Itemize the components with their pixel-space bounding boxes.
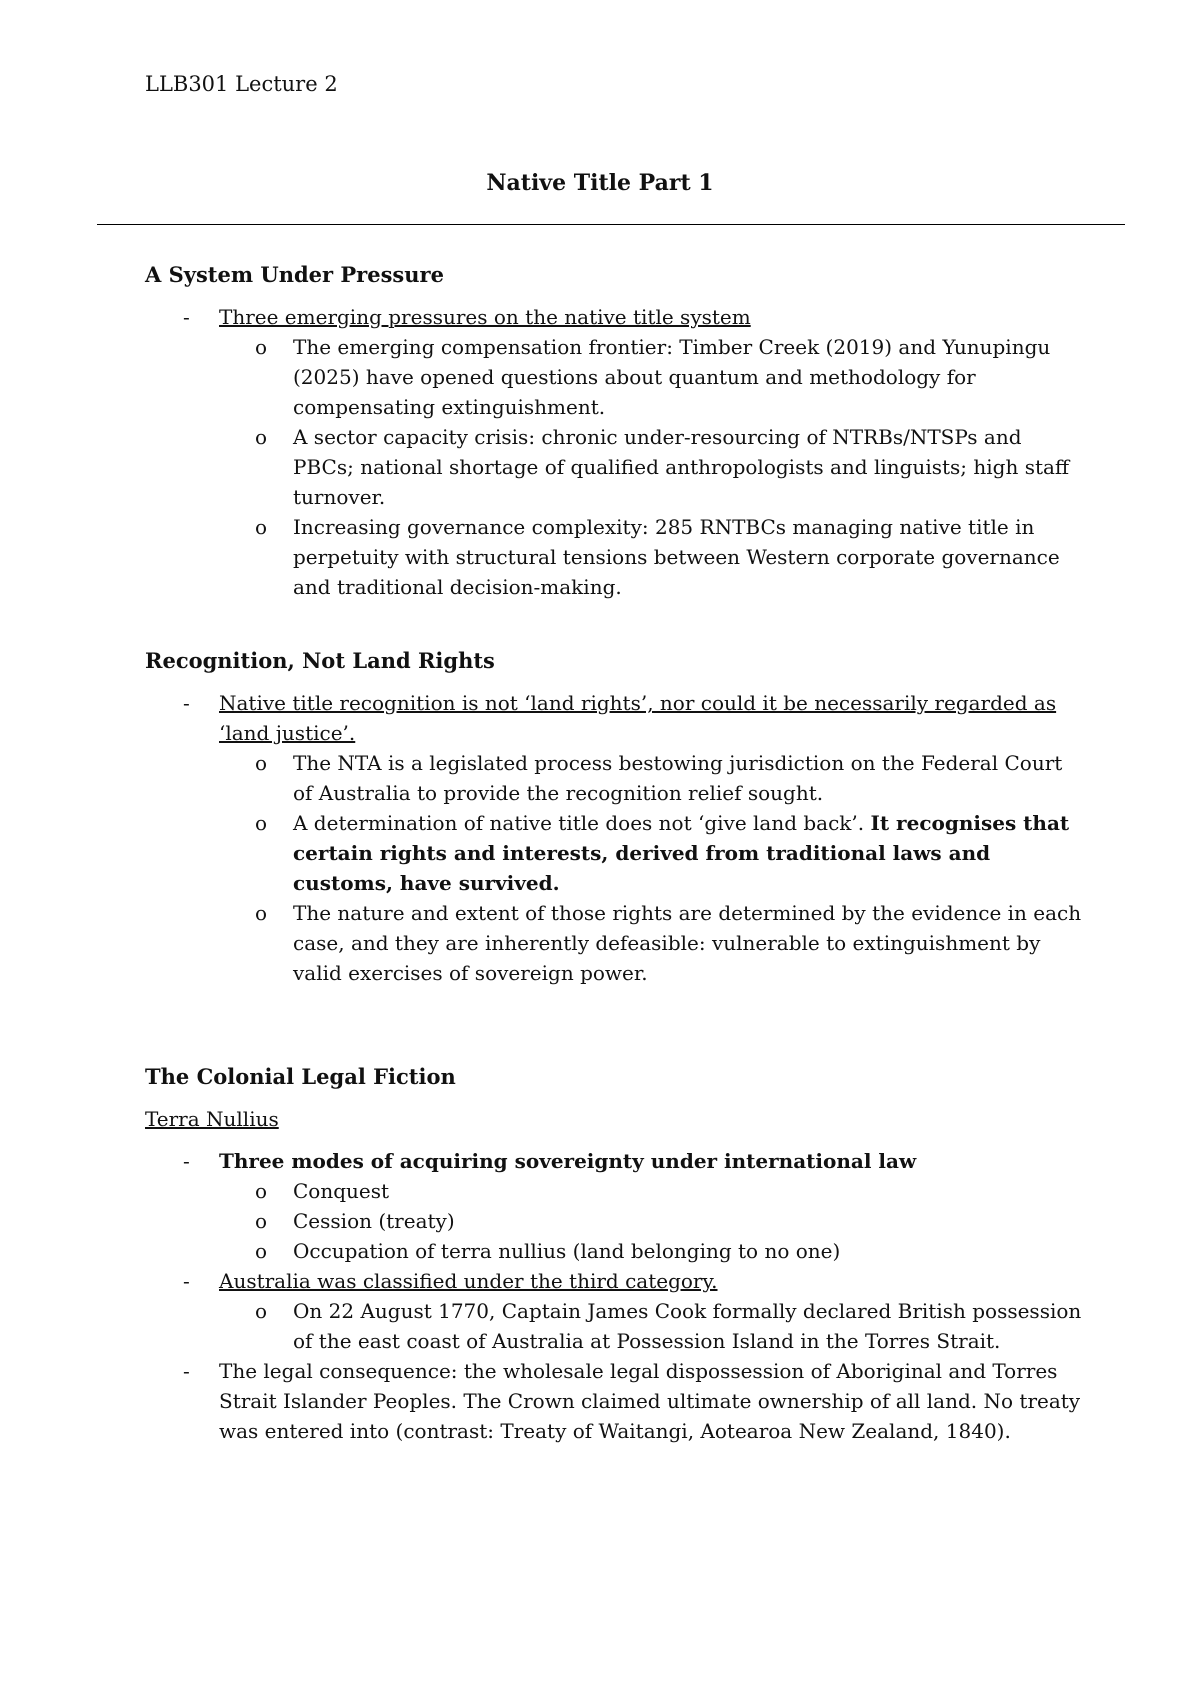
list-item bbox=[145, 302, 1085, 602]
circle-bullet-icon: o bbox=[255, 1239, 268, 1263]
section-heading: A System Under Pressure bbox=[145, 262, 444, 287]
dash-bullet-icon: - bbox=[183, 305, 190, 329]
list-item bbox=[145, 688, 1085, 988]
sub-bullet-list bbox=[219, 1176, 1085, 1266]
sub-list-item-text: The nature and extent of those rights are determined by the evidence in each case, and they are inherently defeasible: vulnerable to extinguishment by valid exercises of sovereign power. bbox=[293, 901, 1082, 985]
title-divider bbox=[97, 224, 1125, 225]
document-body bbox=[145, 260, 1085, 1446]
circle-bullet-icon: o bbox=[255, 1209, 268, 1233]
sub-list-item-text: Cession (treaty) bbox=[293, 1209, 455, 1233]
list-item-text: Three emerging pressures on the native title system bbox=[219, 305, 751, 329]
sub-list-item bbox=[219, 512, 1085, 602]
list-item-text: Australia was classified under the third category. bbox=[219, 1269, 718, 1293]
section-colonial-legal-fiction bbox=[145, 1062, 1085, 1446]
section-system-under-pressure bbox=[145, 260, 1085, 602]
sub-list-item bbox=[219, 748, 1085, 808]
section-heading: The Colonial Legal Fiction bbox=[145, 1064, 456, 1089]
sub-list-item bbox=[219, 1296, 1085, 1356]
sub-list-item bbox=[219, 1236, 1085, 1266]
section-heading: Recognition, Not Land Rights bbox=[145, 648, 495, 673]
list-item bbox=[145, 1146, 1085, 1266]
sub-list-item-text: A sector capacity crisis: chronic under-resourcing of NTRBs/NTSPs and PBCs; national shortage of qualified anthropologists and linguists; high staff turnover. bbox=[293, 425, 1070, 509]
circle-bullet-icon: o bbox=[255, 1299, 268, 1323]
circle-bullet-icon: o bbox=[255, 515, 268, 539]
sub-list-item bbox=[219, 808, 1085, 898]
list-item-text: The legal consequence: the wholesale legal dispossession of Aboriginal and Torres Strait Islander Peoples. The Crown claimed ultimate ownership of all land. No treaty was entered into (contrast: Treaty of Waitangi, Aotearoa New Zealand, 1840). bbox=[219, 1359, 1081, 1443]
circle-bullet-icon: o bbox=[255, 1179, 268, 1203]
sub-bullet-list bbox=[219, 748, 1085, 988]
section-recognition-not-land-rights bbox=[145, 646, 1085, 988]
sub-list-item-text: A determination of native title does not ‘give land back’. bbox=[293, 811, 865, 835]
sub-list-item-text: On 22 August 1770, Captain James Cook formally declared British possession of the east coast of Australia at Possession Island in the Torres Strait. bbox=[293, 1299, 1082, 1353]
sub-list-item-text: Conquest bbox=[293, 1179, 390, 1203]
sub-list-item-text: The emerging compensation frontier: Timber Creek (2019) and Yunupingu (2025) have opened questions about quantum and methodology for compensating extinguishment. bbox=[293, 335, 1051, 419]
sub-list-item-text: The NTA is a legislated process bestowing jurisdiction on the Federal Court of Australia to provide the recognition relief sought. bbox=[293, 751, 1063, 805]
list-item bbox=[145, 1266, 1085, 1356]
sub-list-item-text: Increasing governance complexity: 285 RNTBCs managing native title in perpetuity with structural tensions between Western corporate governance and traditional decision-making. bbox=[293, 515, 1060, 599]
sub-list-item bbox=[219, 898, 1085, 988]
sub-list-item bbox=[219, 422, 1085, 512]
list-item-text: Native title recognition is not ‘land rights’, nor could it be necessarily regarded as ‘land justice’. bbox=[219, 691, 1057, 745]
header-label: LLB301 Lecture 2 bbox=[145, 72, 338, 96]
dash-bullet-icon: - bbox=[183, 1359, 190, 1383]
sub-list-item bbox=[219, 1176, 1085, 1206]
sub-bullet-list bbox=[219, 332, 1085, 602]
dash-bullet-icon: - bbox=[183, 691, 190, 715]
circle-bullet-icon: o bbox=[255, 425, 268, 449]
sub-list-item bbox=[219, 1206, 1085, 1236]
bullet-list bbox=[145, 688, 1085, 988]
sub-list-item bbox=[219, 332, 1085, 422]
list-item-text: Three modes of acquiring sovereignty under international law bbox=[219, 1149, 917, 1173]
circle-bullet-icon: o bbox=[255, 751, 268, 775]
section-subheading: Terra Nullius bbox=[145, 1107, 279, 1131]
emphasis-text: It recognises that certain rights and interests, derived from traditional laws and customs, have survived. bbox=[293, 811, 1070, 895]
bullet-list bbox=[145, 302, 1085, 602]
circle-bullet-icon: o bbox=[255, 335, 268, 359]
dash-bullet-icon: - bbox=[183, 1149, 190, 1173]
list-item bbox=[145, 1356, 1085, 1446]
sub-list-item-text: Occupation of terra nullius (land belonging to no one) bbox=[293, 1239, 841, 1263]
bullet-list bbox=[145, 1146, 1085, 1446]
dash-bullet-icon: - bbox=[183, 1269, 190, 1293]
circle-bullet-icon: o bbox=[255, 811, 268, 835]
page-title: Native Title Part 1 bbox=[486, 170, 714, 196]
circle-bullet-icon: o bbox=[255, 901, 268, 925]
sub-bullet-list bbox=[219, 1296, 1085, 1356]
